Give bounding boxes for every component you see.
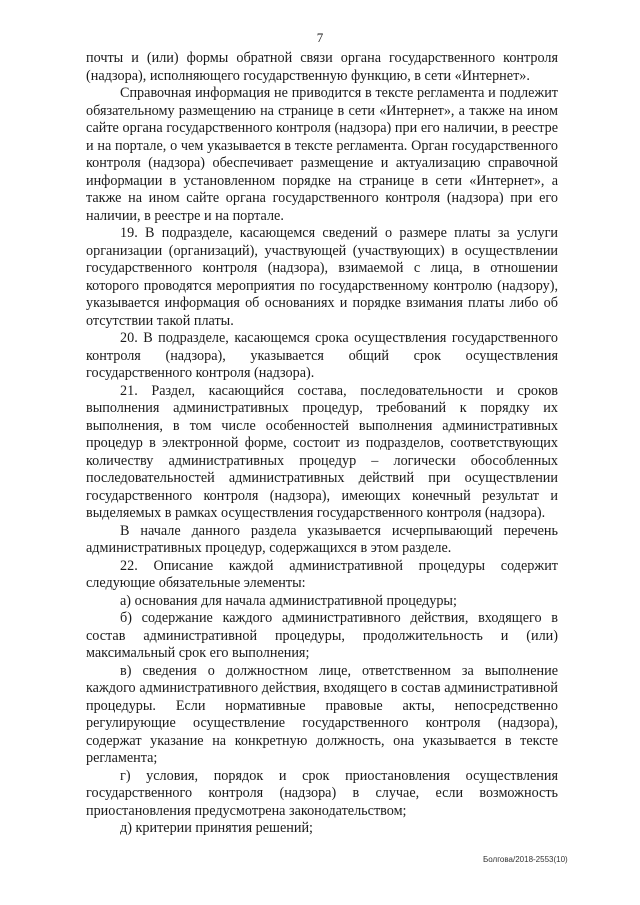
- paragraph: г) условия, порядок и срок приостановления осуществления государственного контроля (надзора) в случае, если возможность приостановления предусмотрена законодательством;: [86, 767, 558, 819]
- footer-document-code: Болгова/2018-2553(10): [483, 855, 568, 864]
- page-number: 7: [316, 30, 324, 45]
- paragraph: 20. В подразделе, касающемся срока осуществления государственного контроля (надзора), указывается общий срок осуществления государственного контроля (надзора).: [86, 330, 558, 381]
- paragraph: в) сведения о должностном лице, ответственном за выполнение каждого административного действия, входящего в состав административной процедуры. Если нормативные правовые акты, непосредственно регулирующие осуществление государственного контроля (надзора), содержат указание на конкретную должность, она указывается в тексте регламента;: [86, 662, 558, 766]
- paragraph: В начале данного раздела указывается исчерпывающий перечень административных процедур, содержащихся в этом разделе.: [86, 522, 558, 556]
- paragraph: б) содержание каждого административного действия, входящего в состав административной процедуры, продолжительность и (или) максимальный срок его выполнения;: [86, 610, 558, 661]
- paragraph: а) основания для начала административной процедуры;: [120, 592, 457, 609]
- document-body: [86, 50, 558, 838]
- paragraph: почты и (или) формы обратной связи органа государственного контроля (надзора), исполняющего государственную функцию, в сети «Интернет».: [86, 50, 558, 84]
- paragraph: 19. В подразделе, касающемся сведений о размере платы за услуги организации (организаций), участвующей (участвующих) в осуществлении государственного контроля (надзора), взимаемой с лица, в отношении которого проводятся мероприятия по государственному контролю (надзору), указывается информация об основаниях и порядке взимания платы либо об отсутствии такой платы.: [86, 225, 558, 329]
- paragraph: 21. Раздел, касающийся состава, последовательности и сроков выполнения административных процедур, требований к порядку их выполнения, в том числе особенностей выполнения административных процедур в электронной форме, состоит из подразделов, соответствующих количеству административных процедур – логически обособленных последовательностей административных действий при осуществлении государственного контроля (надзора), имеющих конечный результат и выделяемых в рамках осуществления государственного контроля (надзора).: [86, 382, 558, 521]
- paragraph: Справочная информация не приводится в тексте регламента и подлежит обязательному размещению на странице в сети «Интернет», а также на ином сайте органа государственного контроля (надзора) при его наличии, в реестре и на портале, о чем указывается в тексте регламента. Орган государственного контроля (надзора) обеспечивает размещение и актуализацию справочной информации в установленном порядке на странице в сети «Интернет», а также на ином сайте органа государственного контроля (надзора) при его наличии, в реестре и на портале.: [86, 85, 558, 224]
- paragraph: 22. Описание каждой административной процедуры содержит следующие обязательные элементы:: [86, 557, 558, 591]
- paragraph: д) критерии принятия решений;: [120, 820, 313, 836]
